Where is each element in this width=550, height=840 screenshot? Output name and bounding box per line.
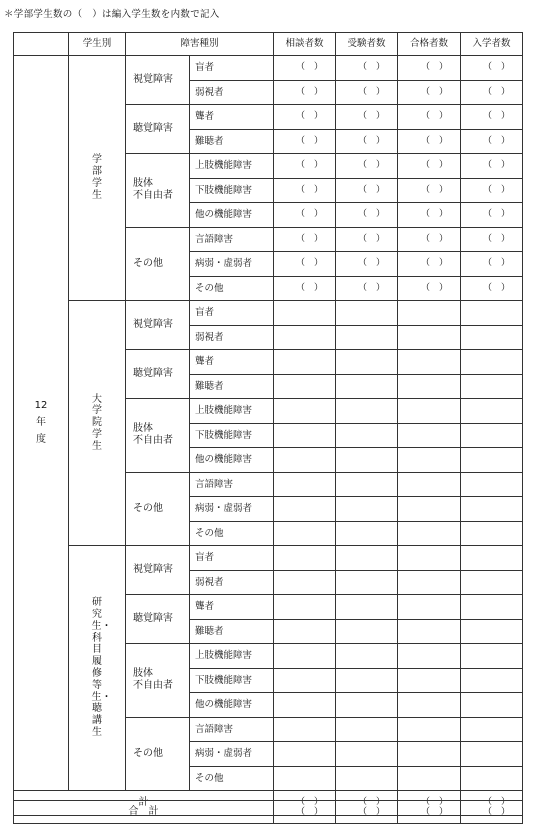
grand-total-enrolled: （ ） — [461, 801, 523, 824]
disability-sickly: 病弱・虚弱者 — [190, 742, 274, 767]
table-row — [14, 301, 523, 326]
cell-enrolled — [461, 766, 523, 791]
disability-low_vision: 弱視者 — [190, 80, 274, 105]
cell-passers — [398, 472, 461, 497]
cell-enrolled — [461, 644, 523, 669]
cell-enrolled: （ ） — [461, 178, 523, 203]
cell-enrolled — [461, 374, 523, 399]
disability-speech: 言語障害 — [190, 472, 274, 497]
fiscal-year-char: 12 — [34, 400, 48, 411]
cell-passers: （ ） — [398, 154, 461, 179]
cell-consultants: （ ） — [274, 56, 336, 81]
total-passers: （ ） — [398, 791, 461, 816]
cell-enrolled — [461, 742, 523, 767]
cell-applicants — [336, 570, 398, 595]
cell-consultants: （ ） — [274, 252, 336, 277]
cell-passers — [398, 546, 461, 571]
cell-applicants: （ ） — [336, 203, 398, 228]
cell-consultants — [274, 546, 336, 571]
cell-passers — [398, 423, 461, 448]
cell-applicants — [336, 717, 398, 742]
cell-consultants: （ ） — [274, 80, 336, 105]
cell-applicants — [336, 325, 398, 350]
cell-passers — [398, 325, 461, 350]
cell-passers — [398, 350, 461, 375]
cell-applicants — [336, 644, 398, 669]
cell-enrolled: （ ） — [461, 154, 523, 179]
cell-applicants — [336, 374, 398, 399]
grand-total-applicants: （ ） — [336, 801, 398, 824]
cell-consultants — [274, 766, 336, 791]
header-applicants: 受験者数 — [336, 33, 398, 56]
cell-applicants — [336, 472, 398, 497]
cell-consultants — [274, 472, 336, 497]
cell-consultants — [274, 742, 336, 767]
category-other: その他 — [126, 472, 190, 546]
cell-passers — [398, 742, 461, 767]
cell-enrolled: （ ） — [461, 252, 523, 277]
cell-consultants: （ ） — [274, 105, 336, 130]
cell-consultants — [274, 668, 336, 693]
cell-passers — [398, 693, 461, 718]
cell-passers — [398, 497, 461, 522]
cell-consultants: （ ） — [274, 227, 336, 252]
cell-passers — [398, 766, 461, 791]
disability-other: その他 — [190, 766, 274, 791]
header-passers: 合格者数 — [398, 33, 461, 56]
cell-enrolled: （ ） — [461, 105, 523, 130]
grand-total-table — [13, 800, 523, 824]
header-student-type: 学生別 — [69, 33, 126, 56]
cell-applicants — [336, 350, 398, 375]
cell-passers: （ ） — [398, 227, 461, 252]
fiscal-year-char: 年 — [35, 417, 46, 428]
category-hearing: 聴覚障害 — [126, 105, 190, 154]
disability-low_vision: 弱視者 — [190, 570, 274, 595]
cell-enrolled — [461, 546, 523, 571]
cell-applicants — [336, 423, 398, 448]
disability-lower_limb: 下肢機能障害 — [190, 178, 274, 203]
fiscal-year-char: 度 — [35, 434, 46, 445]
cell-enrolled — [461, 521, 523, 546]
disability-lower_limb: 下肢機能障害 — [190, 668, 274, 693]
disability-hard_of_hearing: 難聴者 — [190, 374, 274, 399]
cell-enrolled — [461, 301, 523, 326]
table-row — [14, 546, 523, 571]
disability-upper_limb: 上肢機能障害 — [190, 644, 274, 669]
cell-applicants — [336, 766, 398, 791]
cell-enrolled: （ ） — [461, 80, 523, 105]
student-group-label: 学部学生 — [92, 154, 102, 201]
statistics-table — [13, 32, 523, 816]
disability-low_vision: 弱視者 — [190, 325, 274, 350]
disability-deaf: 聾者 — [190, 350, 274, 375]
total-label: 計 — [14, 791, 274, 816]
header-consultants: 相談者数 — [274, 33, 336, 56]
disability-sickly: 病弱・虚弱者 — [190, 497, 274, 522]
cell-passers — [398, 448, 461, 473]
category-hearing: 聴覚障害 — [126, 350, 190, 399]
cell-consultants — [274, 497, 336, 522]
cell-consultants — [274, 301, 336, 326]
disability-other_function: 他の機能障害 — [190, 693, 274, 718]
fiscal-year — [14, 56, 69, 791]
cell-consultants — [274, 374, 336, 399]
cell-applicants: （ ） — [336, 154, 398, 179]
cell-enrolled — [461, 693, 523, 718]
disability-blind: 盲者 — [190, 301, 274, 326]
category-other: その他 — [126, 227, 190, 301]
cell-consultants — [274, 693, 336, 718]
category-visual: 視覚障害 — [126, 301, 190, 350]
cell-consultants — [274, 399, 336, 424]
disability-sickly: 病弱・虚弱者 — [190, 252, 274, 277]
cell-enrolled: （ ） — [461, 56, 523, 81]
header-enrolled: 入学者数 — [461, 33, 523, 56]
cell-consultants — [274, 570, 336, 595]
disability-blind: 盲者 — [190, 56, 274, 81]
grand-total-label: 合 計 — [14, 801, 274, 824]
total-applicants: （ ） — [336, 791, 398, 816]
cell-passers: （ ） — [398, 80, 461, 105]
category-other: その他 — [126, 717, 190, 791]
disability-lower_limb: 下肢機能障害 — [190, 423, 274, 448]
cell-applicants — [336, 399, 398, 424]
cell-passers: （ ） — [398, 276, 461, 301]
cell-applicants — [336, 668, 398, 693]
cell-applicants: （ ） — [336, 252, 398, 277]
cell-passers: （ ） — [398, 56, 461, 81]
cell-consultants: （ ） — [274, 276, 336, 301]
cell-consultants — [274, 619, 336, 644]
category-physical: 肢体 不自由者 — [126, 399, 190, 473]
cell-applicants: （ ） — [336, 227, 398, 252]
cell-consultants — [274, 448, 336, 473]
cell-passers: （ ） — [398, 105, 461, 130]
cell-applicants: （ ） — [336, 178, 398, 203]
disability-upper_limb: 上肢機能障害 — [190, 154, 274, 179]
header-disability-type: 障害種別 — [126, 33, 274, 56]
disability-deaf: 聾者 — [190, 105, 274, 130]
cell-enrolled — [461, 472, 523, 497]
cell-enrolled: （ ） — [461, 227, 523, 252]
cell-enrolled: （ ） — [461, 203, 523, 228]
cell-enrolled — [461, 595, 523, 620]
cell-enrolled: （ ） — [461, 129, 523, 154]
cell-passers — [398, 301, 461, 326]
cell-applicants — [336, 595, 398, 620]
category-visual: 視覚障害 — [126, 56, 190, 105]
cell-passers — [398, 644, 461, 669]
cell-applicants — [336, 619, 398, 644]
cell-consultants — [274, 521, 336, 546]
cell-enrolled — [461, 448, 523, 473]
cell-passers: （ ） — [398, 252, 461, 277]
instruction-note: ＊学部学生数の（ ）は編入学生数を内数で記入 — [4, 9, 220, 20]
grand-total-passers: （ ） — [398, 801, 461, 824]
cell-consultants: （ ） — [274, 154, 336, 179]
cell-applicants — [336, 693, 398, 718]
student-group-label: 大学院学生 — [92, 393, 102, 452]
cell-applicants — [336, 546, 398, 571]
category-physical: 肢体 不自由者 — [126, 644, 190, 718]
cell-enrolled — [461, 570, 523, 595]
cell-passers — [398, 595, 461, 620]
cell-consultants — [274, 595, 336, 620]
cell-applicants — [336, 448, 398, 473]
grand-total-row — [14, 801, 523, 824]
cell-applicants: （ ） — [336, 56, 398, 81]
cell-passers — [398, 570, 461, 595]
cell-passers: （ ） — [398, 203, 461, 228]
cell-enrolled: （ ） — [461, 276, 523, 301]
cell-consultants — [274, 423, 336, 448]
disability-hard_of_hearing: 難聴者 — [190, 129, 274, 154]
cell-applicants: （ ） — [336, 105, 398, 130]
cell-enrolled — [461, 423, 523, 448]
cell-passers — [398, 619, 461, 644]
cell-consultants: （ ） — [274, 129, 336, 154]
cell-applicants: （ ） — [336, 80, 398, 105]
cell-passers — [398, 717, 461, 742]
student-group — [69, 301, 126, 546]
disability-hard_of_hearing: 難聴者 — [190, 619, 274, 644]
disability-other: その他 — [190, 521, 274, 546]
cell-consultants — [274, 350, 336, 375]
cell-enrolled — [461, 399, 523, 424]
cell-passers — [398, 374, 461, 399]
student-group-label: 研究生・科目履修等生・聴講生 — [91, 597, 112, 738]
total-consultants: （ ） — [274, 791, 336, 816]
disability-other_function: 他の機能障害 — [190, 448, 274, 473]
disability-blind: 盲者 — [190, 546, 274, 571]
category-physical: 肢体 不自由者 — [126, 154, 190, 228]
cell-passers: （ ） — [398, 178, 461, 203]
student-group — [69, 56, 126, 301]
cell-enrolled — [461, 619, 523, 644]
cell-consultants: （ ） — [274, 178, 336, 203]
cell-consultants — [274, 717, 336, 742]
cell-passers — [398, 399, 461, 424]
grand-total-consultants: （ ） — [274, 801, 336, 824]
table-row — [14, 56, 523, 81]
cell-applicants: （ ） — [336, 129, 398, 154]
student-group — [69, 546, 126, 791]
cell-applicants — [336, 742, 398, 767]
disability-upper_limb: 上肢機能障害 — [190, 399, 274, 424]
disability-speech: 言語障害 — [190, 717, 274, 742]
cell-consultants — [274, 325, 336, 350]
category-hearing: 聴覚障害 — [126, 595, 190, 644]
cell-passers — [398, 668, 461, 693]
cell-applicants — [336, 521, 398, 546]
cell-enrolled — [461, 497, 523, 522]
cell-passers: （ ） — [398, 129, 461, 154]
cell-consultants: （ ） — [274, 203, 336, 228]
header-row — [14, 33, 523, 56]
cell-passers — [398, 521, 461, 546]
cell-consultants — [274, 644, 336, 669]
header-blank — [14, 33, 69, 56]
cell-enrolled — [461, 668, 523, 693]
cell-applicants — [336, 497, 398, 522]
disability-other: その他 — [190, 276, 274, 301]
disability-other_function: 他の機能障害 — [190, 203, 274, 228]
cell-enrolled — [461, 717, 523, 742]
cell-enrolled — [461, 350, 523, 375]
category-visual: 視覚障害 — [126, 546, 190, 595]
cell-applicants — [336, 301, 398, 326]
cell-enrolled — [461, 325, 523, 350]
disability-deaf: 聾者 — [190, 595, 274, 620]
total-enrolled: （ ） — [461, 791, 523, 816]
cell-applicants: （ ） — [336, 276, 398, 301]
disability-speech: 言語障害 — [190, 227, 274, 252]
